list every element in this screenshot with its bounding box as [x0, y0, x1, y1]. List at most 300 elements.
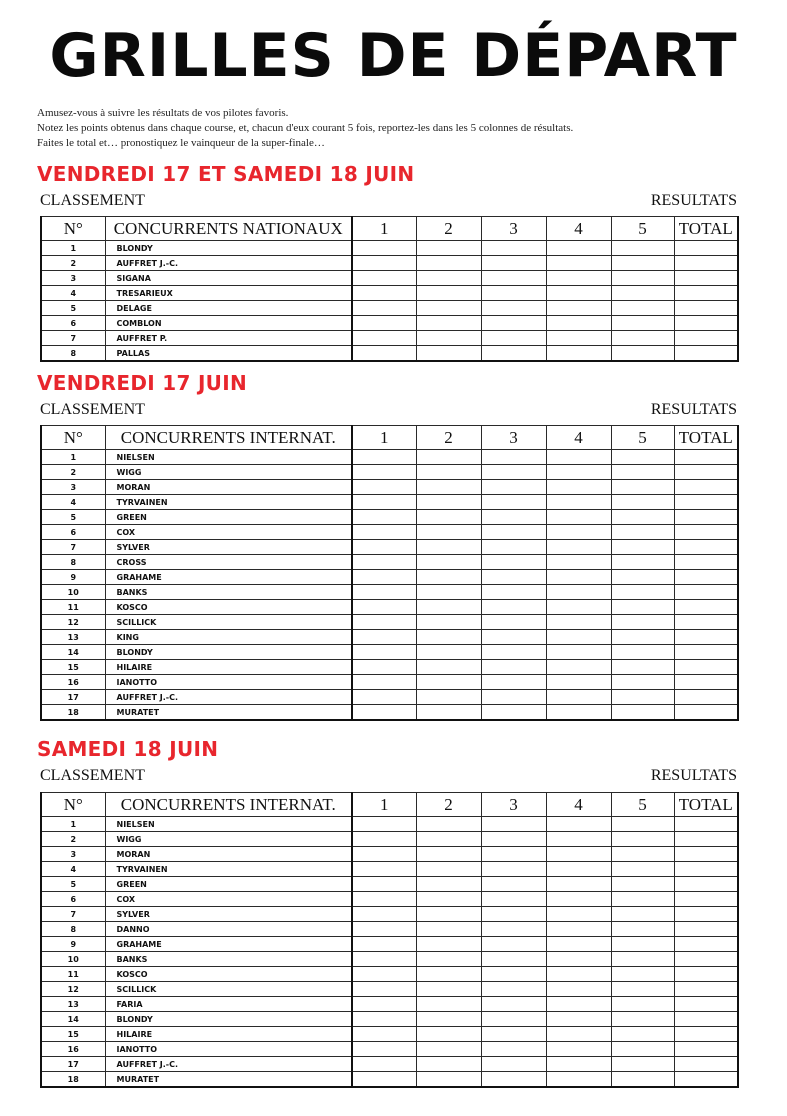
result-cell[interactable]: [611, 286, 674, 301]
total-cell[interactable]: [674, 705, 738, 721]
total-cell[interactable]: [674, 301, 738, 316]
result-cell[interactable]: [546, 1072, 611, 1088]
result-cell[interactable]: [352, 510, 416, 525]
pilot-name: AUFFRET J.-C.: [105, 256, 352, 271]
resultats-label: RESULTATS: [650, 767, 737, 784]
result-cell[interactable]: [352, 1057, 416, 1072]
result-cell[interactable]: [416, 585, 481, 600]
result-cell[interactable]: [611, 525, 674, 540]
result-cell[interactable]: [546, 832, 611, 847]
pilot-name: COX: [105, 892, 352, 907]
result-cell[interactable]: [546, 286, 611, 301]
result-cell[interactable]: [546, 817, 611, 832]
result-cell[interactable]: [611, 570, 674, 585]
result-cell[interactable]: [352, 952, 416, 967]
result-cell[interactable]: [546, 331, 611, 346]
result-cell[interactable]: [546, 346, 611, 362]
result-cell[interactable]: [611, 1027, 674, 1042]
total-cell[interactable]: [674, 877, 738, 892]
result-cell[interactable]: [546, 465, 611, 480]
total-cell[interactable]: [674, 1042, 738, 1057]
result-cell[interactable]: [481, 540, 546, 555]
result-cell[interactable]: [481, 877, 546, 892]
result-cell[interactable]: [352, 862, 416, 877]
result-cell[interactable]: [611, 952, 674, 967]
col-header-course: 5: [611, 426, 674, 450]
result-cell[interactable]: [611, 630, 674, 645]
result-cell[interactable]: [481, 660, 546, 675]
result-cell[interactable]: [611, 660, 674, 675]
result-cell[interactable]: [352, 892, 416, 907]
result-cell[interactable]: [416, 862, 481, 877]
total-cell[interactable]: [674, 271, 738, 286]
result-cell[interactable]: [481, 1057, 546, 1072]
result-cell[interactable]: [352, 480, 416, 495]
result-cell[interactable]: [611, 465, 674, 480]
result-cell[interactable]: [546, 301, 611, 316]
result-cell[interactable]: [481, 997, 546, 1012]
result-cell[interactable]: [416, 847, 481, 862]
result-cell[interactable]: [481, 615, 546, 630]
result-cell[interactable]: [481, 286, 546, 301]
total-cell[interactable]: [674, 615, 738, 630]
result-cell[interactable]: [546, 862, 611, 877]
result-cell[interactable]: [481, 241, 546, 256]
result-cell[interactable]: [481, 510, 546, 525]
result-cell[interactable]: [416, 705, 481, 721]
rank-number: 15: [41, 660, 105, 675]
col-header-course: 4: [546, 793, 611, 817]
result-cell[interactable]: [416, 495, 481, 510]
total-cell[interactable]: [674, 675, 738, 690]
result-cell[interactable]: [416, 997, 481, 1012]
total-cell[interactable]: [674, 690, 738, 705]
rank-number: 13: [41, 630, 105, 645]
result-cell[interactable]: [546, 525, 611, 540]
result-cell[interactable]: [611, 241, 674, 256]
result-cell[interactable]: [546, 907, 611, 922]
result-cell[interactable]: [416, 316, 481, 331]
table-row: [41, 480, 738, 495]
result-cell[interactable]: [416, 922, 481, 937]
pilot-name: WIGG: [105, 832, 352, 847]
result-cell[interactable]: [546, 675, 611, 690]
result-cell[interactable]: [611, 982, 674, 997]
result-cell[interactable]: [546, 952, 611, 967]
rank-number: 12: [41, 615, 105, 630]
result-cell[interactable]: [546, 495, 611, 510]
result-cell[interactable]: [481, 630, 546, 645]
total-cell[interactable]: [674, 1027, 738, 1042]
result-cell[interactable]: [546, 241, 611, 256]
table-row: [41, 525, 738, 540]
result-cell[interactable]: [546, 660, 611, 675]
result-cell[interactable]: [481, 675, 546, 690]
result-cell[interactable]: [611, 346, 674, 362]
total-cell[interactable]: [674, 1012, 738, 1027]
total-cell[interactable]: [674, 286, 738, 301]
result-cell[interactable]: [611, 1042, 674, 1057]
result-cell[interactable]: [611, 600, 674, 615]
result-cell[interactable]: [416, 645, 481, 660]
total-cell[interactable]: [674, 1072, 738, 1088]
result-cell[interactable]: [352, 450, 416, 465]
result-cell[interactable]: [416, 510, 481, 525]
result-cell[interactable]: [481, 331, 546, 346]
result-cell[interactable]: [416, 907, 481, 922]
result-cell[interactable]: [481, 967, 546, 982]
result-cell[interactable]: [352, 540, 416, 555]
total-cell[interactable]: [674, 585, 738, 600]
result-cell[interactable]: [481, 952, 546, 967]
result-cell[interactable]: [416, 1012, 481, 1027]
result-cell[interactable]: [611, 847, 674, 862]
total-cell[interactable]: [674, 892, 738, 907]
result-cell[interactable]: [352, 346, 416, 362]
rank-number: 18: [41, 1072, 105, 1088]
result-cell[interactable]: [352, 817, 416, 832]
result-cell[interactable]: [352, 937, 416, 952]
result-cell[interactable]: [352, 645, 416, 660]
result-cell[interactable]: [352, 465, 416, 480]
result-cell[interactable]: [352, 690, 416, 705]
result-cell[interactable]: [352, 1072, 416, 1088]
pilot-name: SYLVER: [105, 907, 352, 922]
result-cell[interactable]: [546, 570, 611, 585]
result-cell[interactable]: [416, 660, 481, 675]
total-cell[interactable]: [674, 922, 738, 937]
rank-number: 7: [41, 331, 105, 346]
result-cell[interactable]: [481, 271, 546, 286]
table-row: [41, 1012, 738, 1027]
result-cell[interactable]: [416, 892, 481, 907]
result-cell[interactable]: [611, 555, 674, 570]
result-cell[interactable]: [546, 540, 611, 555]
result-cell[interactable]: [352, 615, 416, 630]
result-cell[interactable]: [546, 877, 611, 892]
result-cell[interactable]: [416, 241, 481, 256]
result-cell[interactable]: [546, 892, 611, 907]
total-cell[interactable]: [674, 540, 738, 555]
result-cell[interactable]: [416, 982, 481, 997]
result-cell[interactable]: [611, 450, 674, 465]
result-cell[interactable]: [611, 316, 674, 331]
result-cell[interactable]: [546, 256, 611, 271]
result-cell[interactable]: [546, 600, 611, 615]
result-cell[interactable]: [546, 555, 611, 570]
total-cell[interactable]: [674, 331, 738, 346]
table-row: [41, 615, 738, 630]
result-cell[interactable]: [352, 922, 416, 937]
result-cell[interactable]: [611, 907, 674, 922]
result-cell[interactable]: [611, 615, 674, 630]
result-cell[interactable]: [416, 331, 481, 346]
result-cell[interactable]: [546, 615, 611, 630]
result-cell[interactable]: [352, 967, 416, 982]
result-cell[interactable]: [416, 540, 481, 555]
result-cell[interactable]: [481, 862, 546, 877]
col-header-course: 3: [481, 793, 546, 817]
result-cell[interactable]: [611, 922, 674, 937]
result-cell[interactable]: [481, 832, 546, 847]
result-cell[interactable]: [481, 301, 546, 316]
rank-number: 16: [41, 675, 105, 690]
result-cell[interactable]: [416, 570, 481, 585]
result-cell[interactable]: [481, 346, 546, 362]
total-cell[interactable]: [674, 1057, 738, 1072]
result-cell[interactable]: [416, 346, 481, 362]
result-cell[interactable]: [416, 832, 481, 847]
table-row: [41, 907, 738, 922]
result-cell[interactable]: [416, 877, 481, 892]
result-cell[interactable]: [611, 832, 674, 847]
result-cell[interactable]: [416, 1057, 481, 1072]
result-cell[interactable]: [352, 1012, 416, 1027]
result-cell[interactable]: [352, 675, 416, 690]
result-cell[interactable]: [352, 570, 416, 585]
total-cell[interactable]: [674, 510, 738, 525]
total-cell[interactable]: [674, 480, 738, 495]
result-cell[interactable]: [546, 585, 611, 600]
total-cell[interactable]: [674, 907, 738, 922]
total-cell[interactable]: [674, 952, 738, 967]
result-cell[interactable]: [481, 555, 546, 570]
result-cell[interactable]: [416, 286, 481, 301]
total-cell[interactable]: [674, 937, 738, 952]
pilot-name: IANOTTO: [105, 1042, 352, 1057]
result-cell[interactable]: [352, 1027, 416, 1042]
pilot-name: IANOTTO: [105, 675, 352, 690]
result-cell[interactable]: [416, 525, 481, 540]
result-cell[interactable]: [546, 630, 611, 645]
total-cell[interactable]: [674, 660, 738, 675]
result-cell[interactable]: [352, 997, 416, 1012]
result-cell[interactable]: [352, 301, 416, 316]
result-cell[interactable]: [546, 967, 611, 982]
result-cell[interactable]: [416, 937, 481, 952]
result-cell[interactable]: [416, 1072, 481, 1088]
total-cell[interactable]: [674, 241, 738, 256]
result-cell[interactable]: [481, 907, 546, 922]
result-cell[interactable]: [611, 705, 674, 721]
result-cell[interactable]: [611, 645, 674, 660]
result-cell[interactable]: [416, 690, 481, 705]
result-cell[interactable]: [481, 316, 546, 331]
result-cell[interactable]: [546, 847, 611, 862]
result-cell[interactable]: [352, 877, 416, 892]
table-row: [41, 465, 738, 480]
result-cell[interactable]: [352, 286, 416, 301]
rank-number: 1: [41, 817, 105, 832]
pilot-name: MURATET: [105, 705, 352, 721]
results-grid: [40, 216, 739, 362]
rank-number: 14: [41, 645, 105, 660]
result-cell[interactable]: [481, 982, 546, 997]
result-cell[interactable]: [352, 256, 416, 271]
result-cell[interactable]: [352, 705, 416, 721]
result-cell[interactable]: [546, 480, 611, 495]
result-cell[interactable]: [352, 982, 416, 997]
result-cell[interactable]: [481, 922, 546, 937]
result-cell[interactable]: [416, 1042, 481, 1057]
rank-number: 12: [41, 982, 105, 997]
result-cell[interactable]: [352, 660, 416, 675]
result-cell[interactable]: [611, 1057, 674, 1072]
result-cell[interactable]: [481, 1027, 546, 1042]
result-cell[interactable]: [416, 301, 481, 316]
total-cell[interactable]: [674, 570, 738, 585]
result-cell[interactable]: [611, 256, 674, 271]
result-cell[interactable]: [611, 937, 674, 952]
result-cell[interactable]: [546, 997, 611, 1012]
result-cell[interactable]: [352, 525, 416, 540]
result-cell[interactable]: [352, 555, 416, 570]
total-cell[interactable]: [674, 555, 738, 570]
result-cell[interactable]: [546, 271, 611, 286]
result-cell[interactable]: [546, 645, 611, 660]
result-cell[interactable]: [546, 982, 611, 997]
total-cell[interactable]: [674, 256, 738, 271]
result-cell[interactable]: [481, 1072, 546, 1088]
col-header-total: TOTAL: [674, 793, 738, 817]
result-cell[interactable]: [481, 937, 546, 952]
total-cell[interactable]: [674, 817, 738, 832]
result-cell[interactable]: [611, 301, 674, 316]
result-cell[interactable]: [416, 256, 481, 271]
result-cell[interactable]: [611, 892, 674, 907]
result-cell[interactable]: [416, 271, 481, 286]
result-cell[interactable]: [546, 510, 611, 525]
result-cell[interactable]: [546, 922, 611, 937]
result-cell[interactable]: [416, 480, 481, 495]
result-cell[interactable]: [352, 331, 416, 346]
result-cell[interactable]: [416, 817, 481, 832]
result-cell[interactable]: [481, 495, 546, 510]
result-cell[interactable]: [546, 1042, 611, 1057]
result-cell[interactable]: [416, 450, 481, 465]
result-cell[interactable]: [481, 645, 546, 660]
total-cell[interactable]: [674, 450, 738, 465]
result-cell[interactable]: [546, 316, 611, 331]
result-cell[interactable]: [546, 1027, 611, 1042]
total-cell[interactable]: [674, 525, 738, 540]
total-cell[interactable]: [674, 465, 738, 480]
result-cell[interactable]: [352, 600, 416, 615]
table-row: [41, 495, 738, 510]
result-cell[interactable]: [611, 862, 674, 877]
result-cell[interactable]: [481, 570, 546, 585]
result-cell[interactable]: [481, 817, 546, 832]
result-cell[interactable]: [416, 967, 481, 982]
col-header-course: 3: [481, 217, 546, 241]
result-cell[interactable]: [416, 952, 481, 967]
section-heading: VENDREDI 17 ET SAMEDI 18 JUIN: [37, 162, 415, 186]
result-cell[interactable]: [611, 690, 674, 705]
result-cell[interactable]: [611, 1072, 674, 1088]
result-cell[interactable]: [611, 540, 674, 555]
result-cell[interactable]: [352, 847, 416, 862]
result-cell[interactable]: [352, 271, 416, 286]
result-cell[interactable]: [481, 480, 546, 495]
result-cell[interactable]: [352, 316, 416, 331]
rank-number: 1: [41, 450, 105, 465]
total-cell[interactable]: [674, 316, 738, 331]
total-cell[interactable]: [674, 997, 738, 1012]
result-cell[interactable]: [416, 600, 481, 615]
result-cell[interactable]: [611, 480, 674, 495]
result-cell[interactable]: [481, 1042, 546, 1057]
result-cell[interactable]: [481, 892, 546, 907]
result-cell[interactable]: [611, 331, 674, 346]
result-cell[interactable]: [416, 465, 481, 480]
result-cell[interactable]: [481, 847, 546, 862]
result-cell[interactable]: [352, 1042, 416, 1057]
result-cell[interactable]: [481, 600, 546, 615]
total-cell[interactable]: [674, 630, 738, 645]
result-cell[interactable]: [416, 615, 481, 630]
result-cell[interactable]: [611, 510, 674, 525]
result-cell[interactable]: [481, 690, 546, 705]
result-cell[interactable]: [481, 1012, 546, 1027]
result-cell[interactable]: [611, 967, 674, 982]
result-cell[interactable]: [611, 1012, 674, 1027]
result-cell[interactable]: [481, 585, 546, 600]
result-cell[interactable]: [546, 937, 611, 952]
col-header-total: TOTAL: [674, 426, 738, 450]
result-cell[interactable]: [546, 1012, 611, 1027]
total-cell[interactable]: [674, 346, 738, 362]
result-cell[interactable]: [481, 256, 546, 271]
total-cell[interactable]: [674, 832, 738, 847]
result-cell[interactable]: [611, 675, 674, 690]
result-cell[interactable]: [611, 877, 674, 892]
result-cell[interactable]: [481, 705, 546, 721]
total-cell[interactable]: [674, 847, 738, 862]
result-cell[interactable]: [416, 675, 481, 690]
result-cell[interactable]: [352, 585, 416, 600]
total-cell[interactable]: [674, 600, 738, 615]
total-cell[interactable]: [674, 645, 738, 660]
table-row: [41, 600, 738, 615]
result-cell[interactable]: [546, 1057, 611, 1072]
result-cell[interactable]: [416, 630, 481, 645]
result-cell[interactable]: [481, 465, 546, 480]
result-cell[interactable]: [416, 1027, 481, 1042]
total-cell[interactable]: [674, 967, 738, 982]
result-cell[interactable]: [481, 450, 546, 465]
result-cell[interactable]: [546, 690, 611, 705]
result-cell[interactable]: [546, 705, 611, 721]
result-cell[interactable]: [546, 450, 611, 465]
result-cell[interactable]: [352, 907, 416, 922]
total-cell[interactable]: [674, 982, 738, 997]
result-cell[interactable]: [481, 525, 546, 540]
result-cell[interactable]: [352, 832, 416, 847]
result-cell[interactable]: [352, 495, 416, 510]
result-cell[interactable]: [352, 630, 416, 645]
result-cell[interactable]: [352, 241, 416, 256]
result-cell[interactable]: [611, 817, 674, 832]
total-cell[interactable]: [674, 495, 738, 510]
result-cell[interactable]: [611, 495, 674, 510]
total-cell[interactable]: [674, 862, 738, 877]
table-row: [41, 316, 738, 331]
result-cell[interactable]: [416, 555, 481, 570]
col-header-course: 2: [416, 217, 481, 241]
result-cell[interactable]: [611, 585, 674, 600]
result-cell[interactable]: [611, 271, 674, 286]
result-cell[interactable]: [611, 997, 674, 1012]
